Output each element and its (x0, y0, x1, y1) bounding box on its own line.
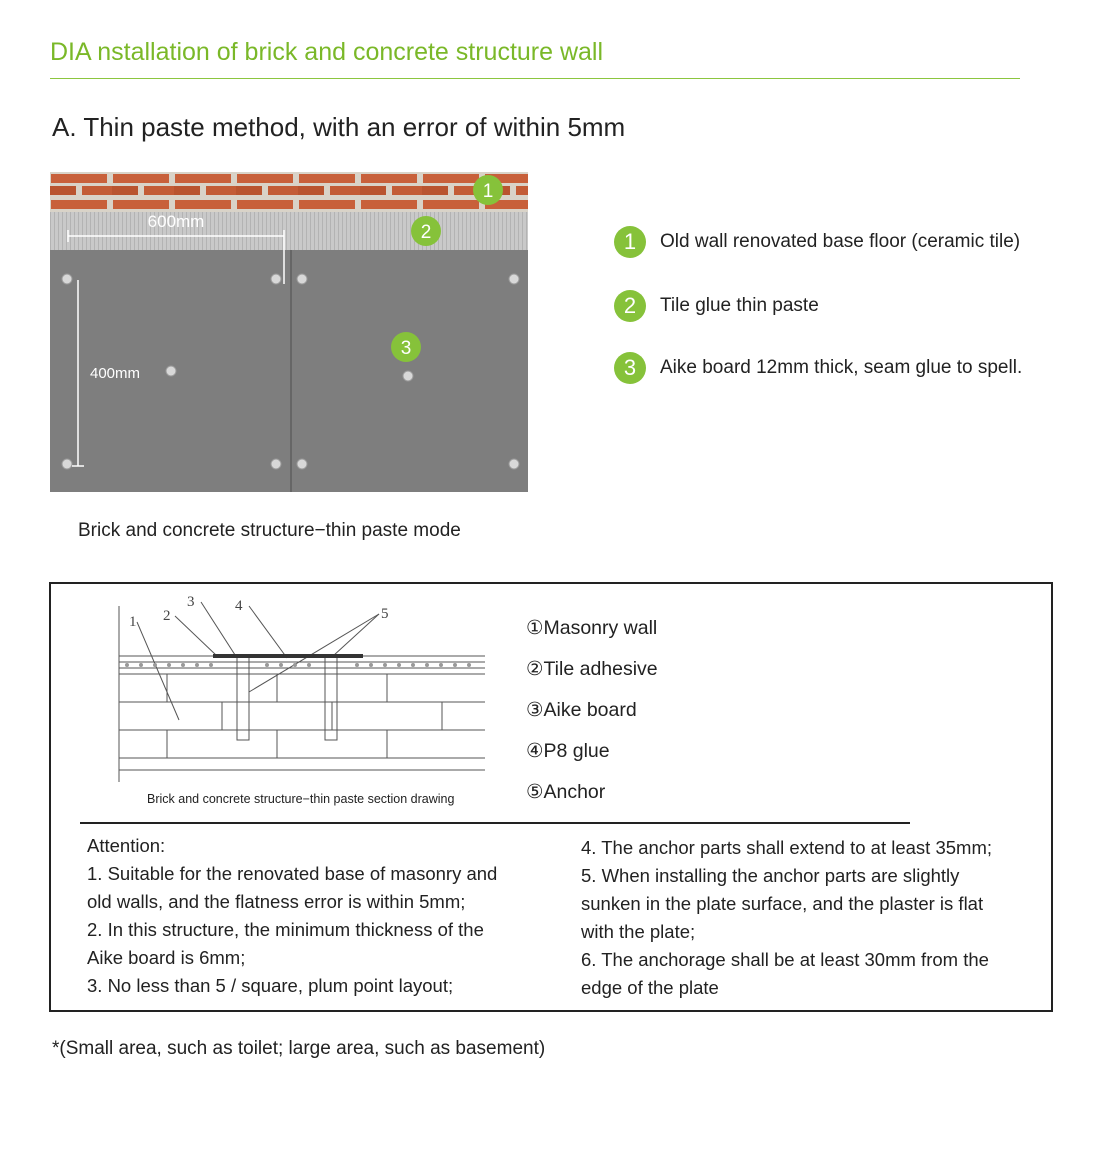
anchor-point (509, 274, 519, 284)
tile-glue-layer (50, 212, 528, 252)
anchor-point (62, 459, 72, 469)
part-item: ③Aike board (526, 699, 637, 721)
note-line: 1. Suitable for the renovated base of masonry and (87, 863, 498, 884)
part-item: ④P8 glue (526, 740, 610, 762)
section-title: A. Thin paste method, with an error of within 5mm (52, 112, 626, 142)
anchor (325, 656, 337, 740)
note-line: old walls, and the flatness error is within 5mm; (87, 891, 466, 912)
board-seam (290, 250, 292, 492)
page-title: DIA nstallation of brick and concrete structure wall (50, 38, 604, 66)
note-line: 5. When installing the anchor parts are slightly (581, 865, 960, 886)
anchor (237, 656, 249, 740)
details-box (49, 582, 1053, 1012)
section-label: 3 (187, 594, 195, 610)
legend-item (614, 352, 1022, 384)
note-line: 2. In this structure, the minimum thickness of the (87, 919, 484, 940)
anchor-point (403, 371, 413, 381)
anchor-point (297, 274, 307, 284)
svg-text:2: 2 (420, 222, 432, 243)
dimension-width-label: 600mm (147, 212, 205, 231)
footnote: *(Small area, such as toilet; large area, such as basement) (52, 1038, 546, 1059)
anchor-point (271, 274, 281, 284)
legend-badge: 3 (614, 352, 646, 384)
legend-text: Old wall renovated base floor (ceramic tile) (660, 231, 1021, 252)
svg-text:1: 1 (482, 181, 494, 202)
section-label: 5 (381, 606, 389, 622)
anchor-point (62, 274, 72, 284)
attention-notes-right (581, 834, 1041, 1002)
legend-text: Tile glue thin paste (660, 295, 819, 316)
part-item: ⑤Anchor (526, 781, 606, 803)
installation-illustration (50, 172, 528, 492)
svg-text:3: 3 (400, 338, 412, 359)
anchor-point (271, 459, 281, 469)
note-line: 4. The anchor parts shall extend to at least 35mm; (581, 837, 992, 858)
anchor-point (166, 366, 176, 376)
part-item: ②Tile adhesive (526, 658, 658, 680)
inner-divider (80, 822, 910, 824)
part-item: ①Masonry wall (526, 617, 658, 639)
header-divider (50, 78, 1020, 79)
section-drawing (117, 592, 497, 782)
legend-item (614, 290, 819, 322)
section-label: 2 (163, 608, 171, 624)
photo-caption: Brick and concrete structure−thin paste mode (78, 520, 461, 541)
legend-item (614, 226, 1020, 258)
section-caption: Brick and concrete structure−thin paste section drawing (147, 792, 455, 806)
section-label: 1 (129, 614, 137, 630)
legend-badge: 1 (614, 226, 646, 258)
note-line: Aike board is 6mm; (87, 947, 246, 968)
anchor-point (509, 459, 519, 469)
note-line: sunken in the plate surface, and the plaster is flat (581, 893, 984, 914)
section-label: 4 (235, 598, 243, 614)
note-line: edge of the plate (581, 977, 719, 998)
attention-notes-left (87, 832, 557, 1000)
note-line: 6. The anchorage shall be at least 30mm from the (581, 949, 989, 970)
note-line: 3. No less than 5 / square, plum point layout; (87, 975, 454, 996)
legend-badge: 2 (614, 290, 646, 322)
note-line: Attention: (87, 835, 166, 856)
legend-text: Aike board 12mm thick, seam glue to spell. (660, 357, 1023, 378)
anchor-point (297, 459, 307, 469)
dimension-height-label: 400mm (90, 365, 141, 382)
brick-wall (50, 172, 528, 218)
note-line: with the plate; (581, 921, 696, 942)
